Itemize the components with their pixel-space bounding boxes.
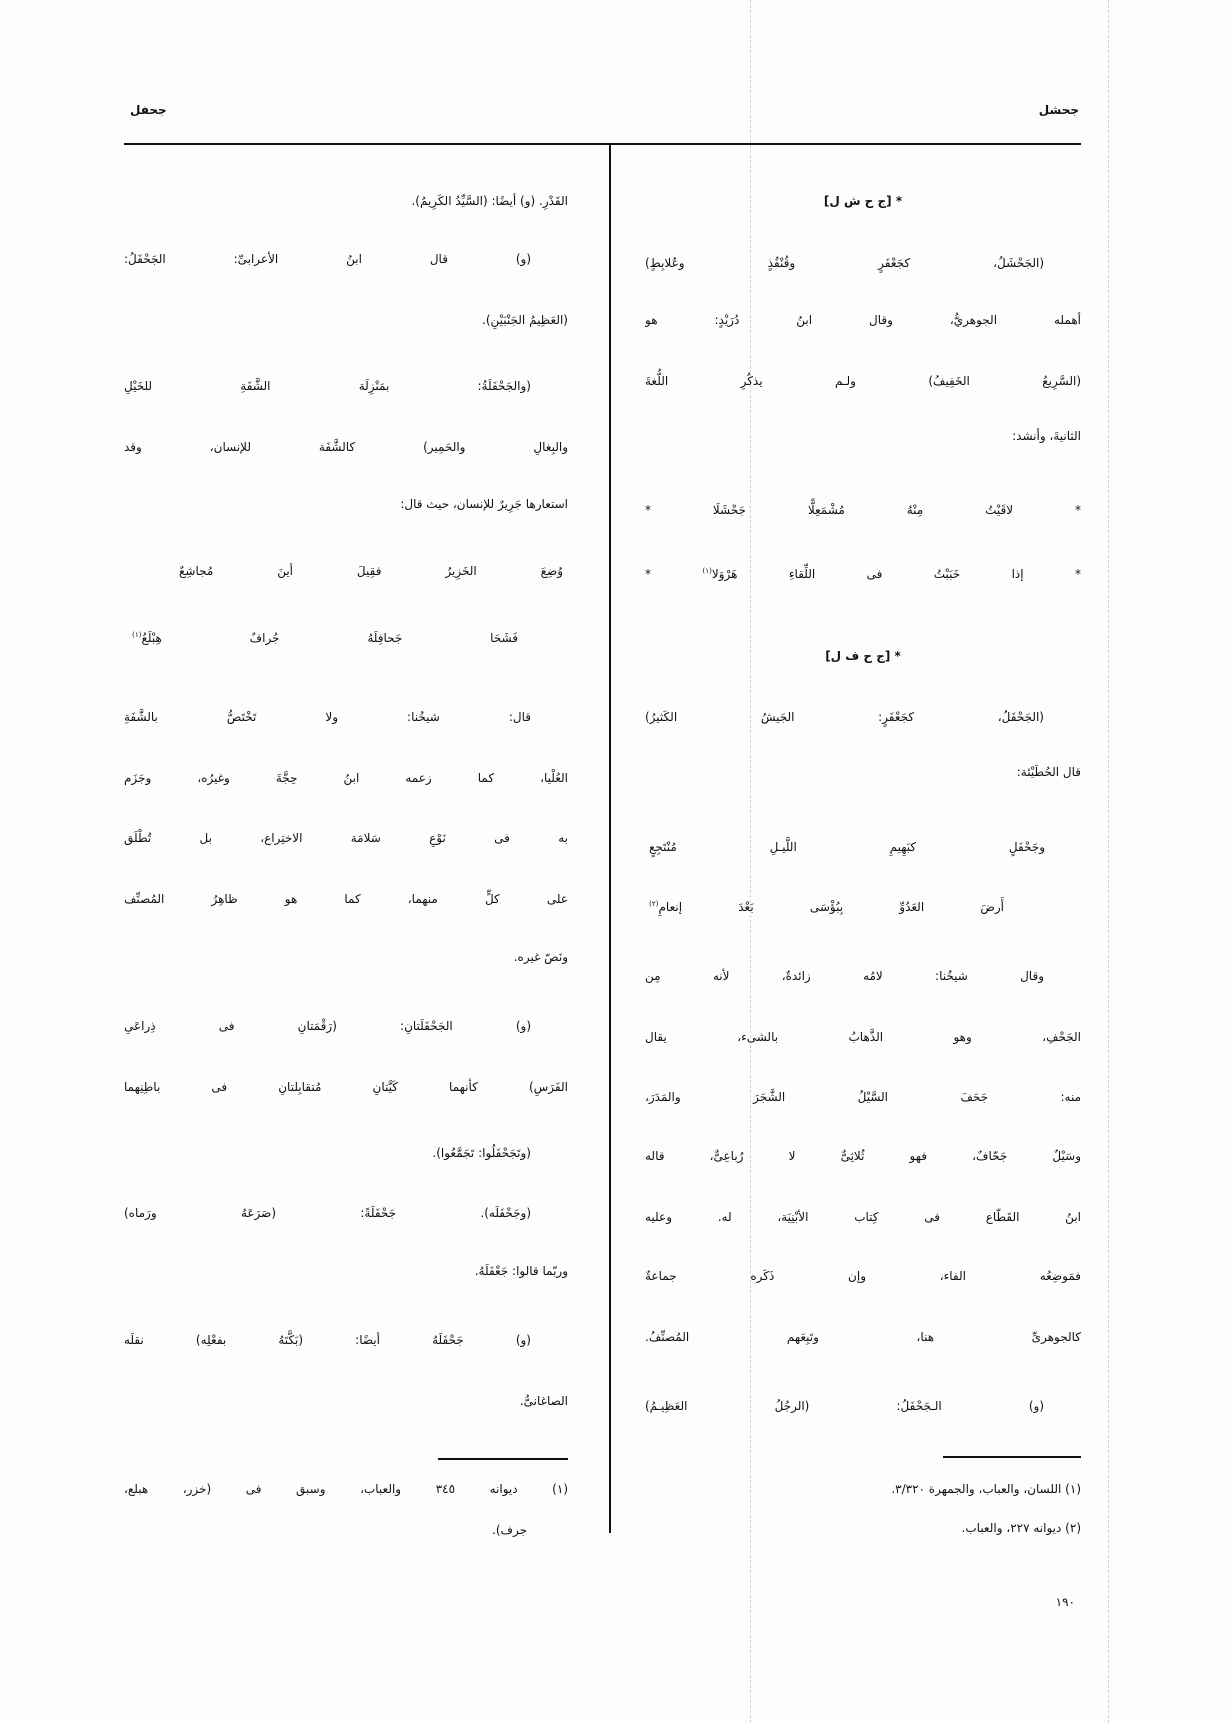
header-rule — [124, 143, 1081, 145]
text-line: (و) قال ابنُ الأعرابىِّ: الجَحْفَلُ: — [124, 252, 531, 266]
verse-line: وُضِعَ الخَزِيرُ فقِيلَ أينَ مُجاشِعٌ — [179, 564, 563, 578]
text-line: الفَرَسِ) كأنهما كَيَّتانِ مُتقابِلتانِ فى باطِنِهما — [124, 1080, 568, 1094]
verse-line — [649, 883, 1004, 931]
text-line: منه: جَحَفَ السَّيْلُ الشَّجَرَ والمَدَرَ، — [645, 1090, 1081, 1104]
text-line: الصاغانىُّ. — [519, 1394, 568, 1408]
column-divider — [609, 143, 611, 1533]
text-line: أهمله الجوهريُّ، وقال ابنُ دُرَيْدٍ: هو — [645, 313, 1081, 327]
verse-text: أَرضَ العَدُوِّ بِبُؤْسَى بَعْدَ إنعامِ — [658, 900, 1004, 914]
text-line: به فى نَوْعِ سَلامَة الاختِراع، بل تُطْلَق — [124, 831, 568, 845]
text-line: العُلْيا، كما زعمه ابنُ حِجَّةَ وغيرُه، وجَزَم — [124, 771, 568, 785]
running-head-right: جحشل — [1038, 103, 1079, 117]
footnote-rule — [438, 1458, 568, 1460]
footnote-marker: (١) — [132, 629, 142, 639]
text-line: والبِغالِ والحَمِير) كالشَّفَة للإنسان، وقد — [124, 440, 568, 454]
scan-fold-line — [1108, 0, 1109, 1723]
verse-text: فَشَحَا جَحافِلَهُ جُرافٌ هِبْلَعُ — [141, 631, 518, 645]
text-line: قال الحُطَيْئة: — [1016, 765, 1081, 779]
footnote: (١) اللسان، والعباب، والجمهرة ٣/٣٢٠. — [891, 1482, 1081, 1496]
text-line: (و) الجَحْفَلَتانِ: (رَقْمَتانِ فى ذِراعَىِ — [124, 1019, 531, 1033]
verse-line — [132, 614, 518, 662]
footnote: جرف). — [492, 1523, 527, 1537]
text-line: فمَوضِعُه الفاء، وإن ذَكَره جماعةٌ — [645, 1269, 1081, 1283]
text-line: (وتَجَحْفَلُوا: تَجَمَّعُوا). — [432, 1146, 531, 1160]
verse-text: * — [645, 567, 703, 581]
text-line: (و) جَحْفَلَهُ أيضًا: (بَكَّتَهُ بفعْلِه) نقلَه — [124, 1333, 531, 1347]
text-line: على كلٍّ منهما، كما هو ظاهِرُ المُصنِّف — [124, 892, 568, 906]
text-line: القَدْرِ. (و) أيضًا: (السَّيِّدُ الكَرِيمُ). — [411, 194, 568, 208]
footnote-rule — [943, 1456, 1081, 1458]
entry-heading: * [ج ح ش ل] — [823, 194, 903, 208]
text-line: كالجوهرىِّ هنا، وتَبِعَهم المُصنِّفُ. — [645, 1330, 1081, 1344]
verse-line: وجَحْفَلٍ كبَهِيمِ اللَّيـلِ مُنْتَجِعٍ — [649, 840, 1045, 854]
verse-text: * إذا خَبَبْتُ فى اللِّقاءِ هَرْوَلا — [711, 567, 1081, 581]
text-line: (العَظِيمُ الجَنْبَيْنِ). — [482, 313, 568, 327]
text-line: الثانيةَ، وأنشد: — [1012, 429, 1081, 443]
text-line: (والجَحْفَلَةُ: بمَنْزِلَة الشَّفَةِ للخَيْلِ — [124, 379, 531, 393]
text-line: وقال شيخُنا: لامُه زائدةٌ، لأنه مِن — [645, 969, 1044, 983]
text-line: (وجَحْفَلَه). جَحْفَلَةً: (صَرَعَهُ ورَماه) — [124, 1206, 531, 1220]
text-line: (الجَحْشَلُ، كجَعْفَرٍ وقُنْفُذٍ وعُلابِطٍ) — [645, 256, 1044, 270]
text-line: (السَّرِيعُ الخَفِيفُ) ولـم يذكُرِ اللُّغةَ — [645, 374, 1081, 388]
footnote: (١) ديوانه ٣٤٥ والعباب، وسبق فى (خزر، هبلع، — [124, 1482, 568, 1496]
text-line: الجَحْفِ، وهو الذَّهابُ بالشىء، يقال — [645, 1030, 1081, 1044]
footnote: (٢) ديوانه ٢٢٧، والعباب. — [961, 1521, 1081, 1535]
text-line: (الجَحْفَلُ، كجَعْفَرٍ: الجَيشُ الكَثيرُ) — [645, 710, 1044, 724]
text-line: وسَيْلٌ جَحّافٌ، فهو ثُلاثِىٌّ لا رُباعِىٌّ، قاله — [645, 1149, 1081, 1163]
running-head-left: جحفل — [130, 103, 167, 117]
text-line: ونَصّ غيره. — [513, 950, 568, 964]
page-number: ١٩٠ — [1055, 1595, 1075, 1609]
footnote-marker: (١) — [702, 565, 712, 575]
text-line: (و) الـجَحْفَلُ: (الرجُلُ العَظِيـمُ) — [645, 1399, 1044, 1413]
entry-heading: * [ج ح ف ل] — [825, 649, 901, 663]
text-line: استعارها جَرِيرٌ للإنسان، حيث قال: — [400, 497, 568, 511]
text-line: وربّما قالوا: جَعْفَلَهُ. — [474, 1264, 568, 1278]
footnote-marker: (٢) — [649, 898, 659, 908]
verse-line — [645, 550, 1081, 598]
text-line: قال: شيخُنا: ولا تَخْتَصُّ بالشَّفَةِ — [124, 710, 531, 724]
text-line: ابنُ القَطّاع فى كِتاب الأبْنِيَة، له. وعليه — [645, 1210, 1081, 1224]
verse-line: * لاقَيْتُ مِنْهُ مُشْمَعِلًّا جَحْشَلَا * — [645, 503, 1081, 517]
